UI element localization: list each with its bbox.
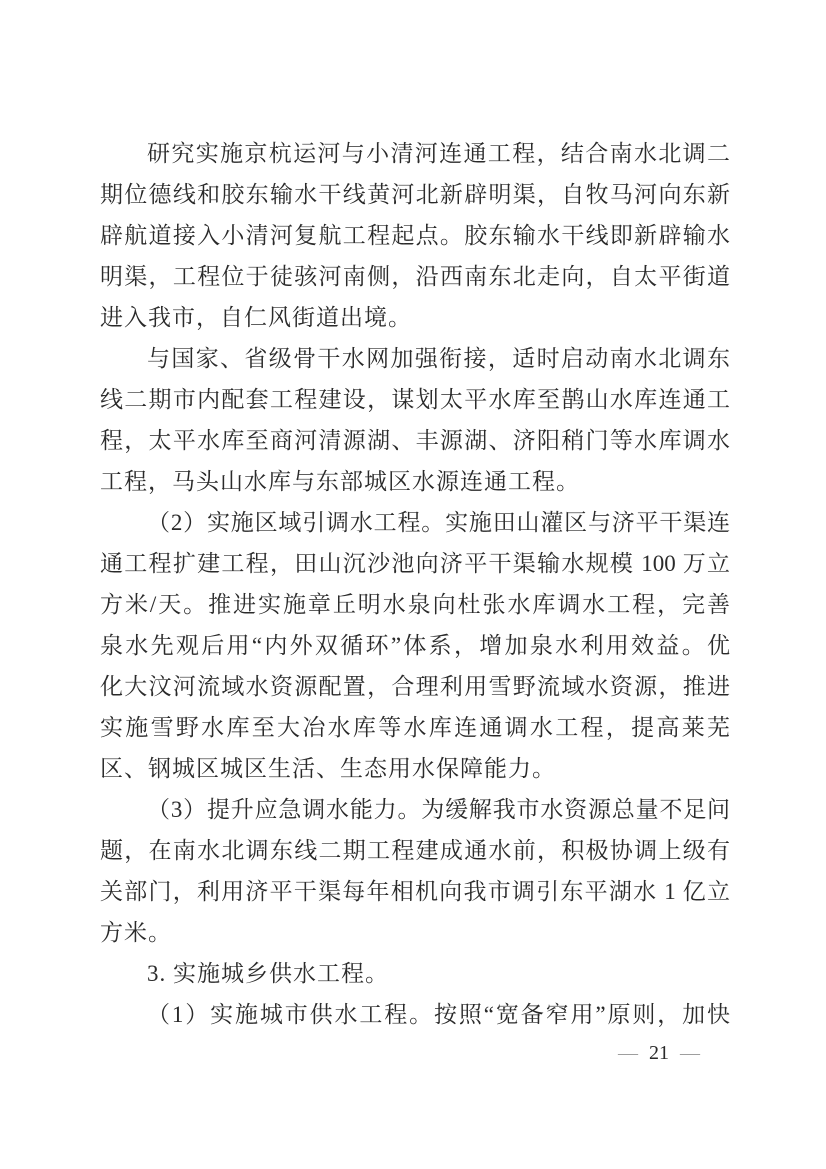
text-line: 3. 实施城乡供水工程。 xyxy=(147,961,389,986)
paragraph-3 xyxy=(100,502,730,789)
text-line: 工程，马头山水库与东部城区水源连通工程。 xyxy=(100,469,580,494)
text-line: 辟航道接入小清河复航工程起点。胶东输水干线即新辟输水 xyxy=(100,223,730,248)
text-line: 期位德线和胶东输水干线黄河北新辟明渠，自牧马河向东新 xyxy=(100,182,730,207)
text-line: 泉水先观后用“内外双循环”体系，增加泉水利用效益。优 xyxy=(100,633,730,658)
text-line: 实施雪野水库至大冶水库等水库连通调水工程，提高莱芜 xyxy=(100,715,730,740)
page-number-left-dash: — xyxy=(618,1042,638,1064)
text-line: 程，太平水库至商河清源湖、丰源湖、济阳稍门等水库调水 xyxy=(100,428,730,453)
paragraph-2 xyxy=(100,338,730,502)
text-line: （1）实施城市供水工程。按照“宽备窄用”原则，加快 xyxy=(147,1002,730,1027)
text-line: （3）提升应急调水能力。为缓解我市水资源总量不足问 xyxy=(147,797,730,822)
text-line: 线二期市内配套工程建设，谋划太平水库至鹊山水库连通工 xyxy=(100,387,730,412)
text-line: 化大汶河流域水资源配置，合理利用雪野流域水资源，推进 xyxy=(100,674,730,699)
text-line: 通工程扩建工程，田山沉沙池向济平干渠输水规模 100 万立 xyxy=(100,551,730,576)
text-line: 方米/天。推进实施章丘明水泉向杜张水库调水工程，完善 xyxy=(100,592,730,617)
document-body xyxy=(100,133,730,1035)
text-line: 区、钢城区城区生活、生态用水保障能力。 xyxy=(100,756,556,781)
paragraph-4 xyxy=(100,789,730,953)
text-line: 研究实施京杭运河与小清河连通工程，结合南水北调二 xyxy=(147,141,730,166)
text-line: 题，在南水北调东线二期工程建成通水前，积极协调上级有 xyxy=(100,838,730,863)
page-number-right-dash: — xyxy=(680,1042,700,1064)
paragraph-5 xyxy=(100,953,730,994)
paragraph-6 xyxy=(100,994,730,1035)
paragraph-1 xyxy=(100,133,730,338)
page-number xyxy=(618,1042,700,1064)
text-line: 进入我市，自仁风街道出境。 xyxy=(100,305,412,330)
text-line: 明渠，工程位于徒骇河南侧，沿西南东北走向，自太平街道 xyxy=(100,264,730,289)
text-line: 关部门，利用济平干渠每年相机向我市调引东平湖水 1 亿立 xyxy=(100,879,730,904)
text-line: 方米。 xyxy=(100,920,172,945)
text-line: 与国家、省级骨干水网加强衔接，适时启动南水北调东 xyxy=(147,346,730,371)
page-number-value: 21 xyxy=(649,1042,669,1064)
text-line: （2）实施区域引调水工程。实施田山灌区与济平干渠连 xyxy=(147,510,730,535)
